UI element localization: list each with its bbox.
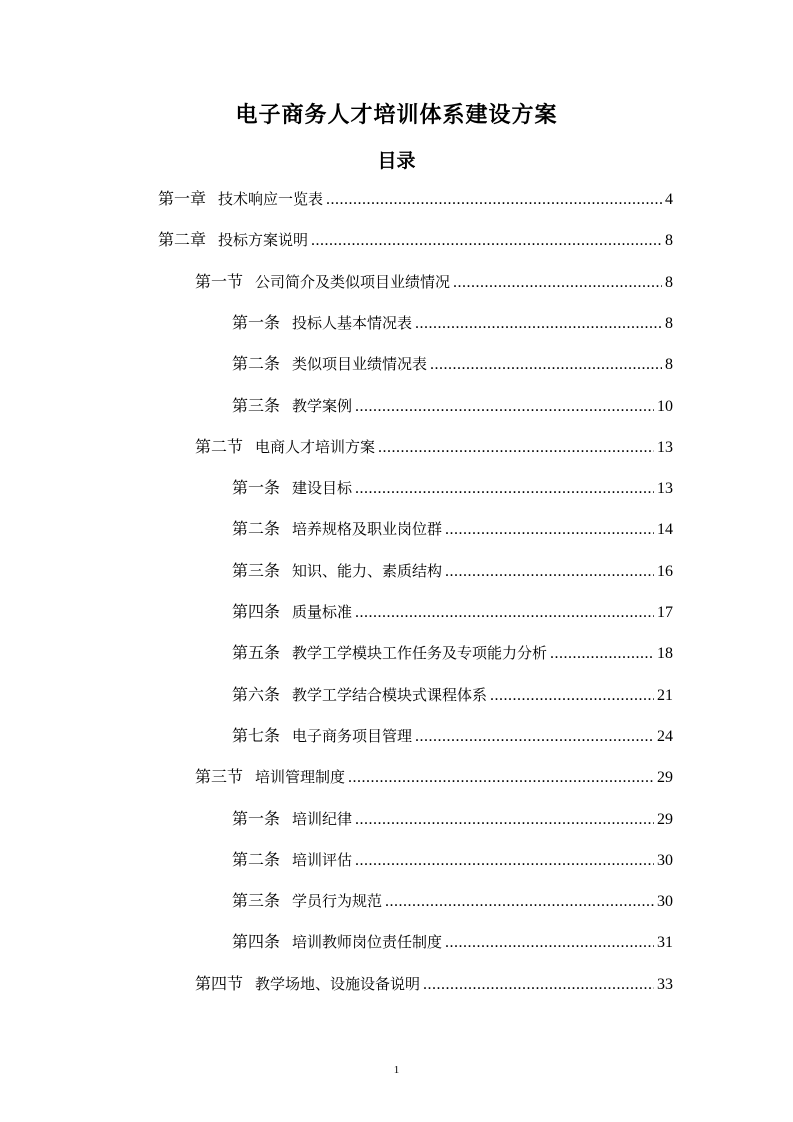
toc-entry[interactable] [158, 227, 673, 253]
toc-entry[interactable] [232, 806, 673, 832]
toc-entry-page: 21 [657, 686, 673, 704]
toc-entry[interactable] [232, 599, 673, 625]
page-number: 1 [393, 1064, 400, 1076]
toc-entry-title: 培养规格及职业岗位群 [292, 520, 443, 539]
toc-entry[interactable] [232, 847, 673, 873]
toc-leader-dots [415, 724, 654, 750]
toc-entry-title: 培训教师岗位责任制度 [292, 933, 443, 952]
toc-entry[interactable] [232, 682, 673, 708]
toc-entry-page: 30 [657, 893, 673, 911]
toc-leader-dots [430, 352, 662, 378]
toc-entry-label: 第四条 [232, 932, 281, 952]
toc-entry[interactable] [232, 929, 673, 955]
toc-entry-page: 29 [657, 769, 673, 787]
toc-entry[interactable] [232, 351, 673, 377]
toc-leader-dots [445, 517, 654, 543]
toc-entry-label: 第二条 [232, 354, 281, 374]
toc-leader-dots [445, 930, 654, 956]
toc-leader-dots [355, 807, 654, 833]
toc-leader-dots [355, 848, 654, 874]
toc-entry-page: 18 [657, 645, 673, 663]
toc-entry[interactable] [232, 558, 673, 584]
toc-entry-title: 学员行为规范 [292, 892, 383, 911]
toc-leader-dots [490, 683, 654, 709]
toc-entry-page: 33 [657, 975, 673, 993]
toc-leader-dots [348, 765, 654, 791]
toc-leader-dots [453, 270, 662, 296]
toc-entry-label: 第三条 [232, 560, 281, 580]
toc-entry-label: 第三条 [232, 395, 281, 415]
toc-entry-title: 类似项目业绩情况表 [292, 355, 428, 374]
toc-entry[interactable] [195, 434, 673, 460]
toc-entry[interactable] [195, 269, 673, 295]
toc-entry-title: 电子商务项目管理 [292, 726, 413, 745]
toc-entry[interactable] [232, 516, 673, 542]
toc-entry-title: 电商人才培训方案 [255, 437, 376, 456]
toc-entry-label: 第一条 [232, 312, 281, 332]
toc-entry-page: 14 [657, 521, 673, 539]
toc-leader-dots [415, 311, 662, 337]
toc-entry-page: 13 [657, 480, 673, 498]
toc-entry[interactable] [232, 393, 673, 419]
toc-entry-title: 教学工学模块工作任务及专项能力分析 [292, 644, 548, 663]
toc-entry-title: 教学工学结合模块式课程体系 [292, 685, 488, 704]
document-title: 电子商务人才培训体系建设方案 [235, 103, 558, 128]
toc-leader-dots [355, 600, 654, 626]
toc-entry-label: 第七条 [232, 725, 281, 745]
toc-entry-label: 第六条 [232, 684, 281, 704]
toc-entry[interactable] [195, 764, 673, 790]
toc-entry-label: 第四节 [195, 973, 244, 993]
toc-entry-title: 建设目标 [292, 479, 353, 498]
toc-entry-title: 知识、能力、素质结构 [292, 561, 443, 580]
toc-entry-label: 第五条 [232, 643, 281, 663]
toc-entry-title: 公司简介及类似项目业绩情况 [255, 272, 451, 291]
toc-entry-page: 16 [657, 562, 673, 580]
toc-entry-label: 第二节 [195, 436, 244, 456]
toc-entry-label: 第一节 [195, 271, 244, 291]
toc-entry-title: 培训评估 [292, 850, 353, 869]
toc-entry[interactable] [195, 971, 673, 997]
toc-entry-label: 第三节 [195, 767, 244, 787]
toc-entry-page: 8 [665, 232, 673, 250]
toc-entry[interactable] [232, 475, 673, 501]
toc-entry-page: 8 [665, 356, 673, 374]
toc-entry-title: 质量标准 [292, 603, 353, 621]
toc-entry-page: 8 [665, 273, 673, 291]
toc-heading: 目录 [377, 150, 416, 172]
toc-entry-page: 29 [657, 810, 673, 828]
toc-entry-label: 第四条 [232, 602, 281, 621]
toc-entry-title: 培训管理制度 [255, 768, 346, 787]
toc-entry-page: 13 [657, 438, 673, 456]
toc-entry-label: 第一章 [158, 189, 207, 208]
toc-entry-page: 17 [657, 604, 673, 621]
toc-leader-dots [550, 641, 654, 667]
toc-entry-page: 8 [665, 314, 673, 332]
toc-entry-label: 第二章 [158, 230, 207, 250]
toc-leader-dots [355, 476, 654, 502]
toc-entry-page: 31 [657, 934, 673, 952]
toc-entry-label: 第三条 [232, 891, 281, 911]
toc-entry-label: 第二条 [232, 849, 281, 869]
toc-entry-page: 24 [657, 727, 673, 745]
toc-leader-dots [311, 228, 662, 254]
toc-entry-title: 投标方案说明 [218, 231, 309, 250]
toc-entry-label: 第一条 [232, 808, 281, 828]
toc-leader-dots [355, 394, 654, 420]
toc-leader-dots [326, 187, 662, 213]
toc-entry-title: 技术响应一览表 [218, 190, 324, 208]
toc-entry-page: 30 [657, 851, 673, 869]
toc-entry-label: 第二条 [232, 519, 281, 539]
toc-entry[interactable] [232, 723, 673, 749]
toc-entry[interactable] [158, 186, 673, 212]
toc-entry-page: 10 [657, 397, 673, 415]
toc-leader-dots [378, 435, 654, 461]
toc-entry-label: 第一条 [232, 478, 281, 498]
toc-entry-title: 投标人基本情况表 [292, 313, 413, 332]
toc-entry[interactable] [232, 310, 673, 336]
toc-entry-title: 教学场地、设施设备说明 [255, 974, 421, 993]
toc-entry-page: 4 [665, 191, 673, 208]
toc-entry[interactable] [232, 640, 673, 666]
toc-entry-title: 培训纪律 [292, 809, 353, 828]
toc-leader-dots [385, 889, 654, 915]
toc-entry-title: 教学案例 [292, 396, 353, 415]
toc-leader-dots [445, 559, 654, 585]
toc-entry[interactable] [232, 888, 673, 914]
toc-leader-dots [423, 972, 654, 998]
